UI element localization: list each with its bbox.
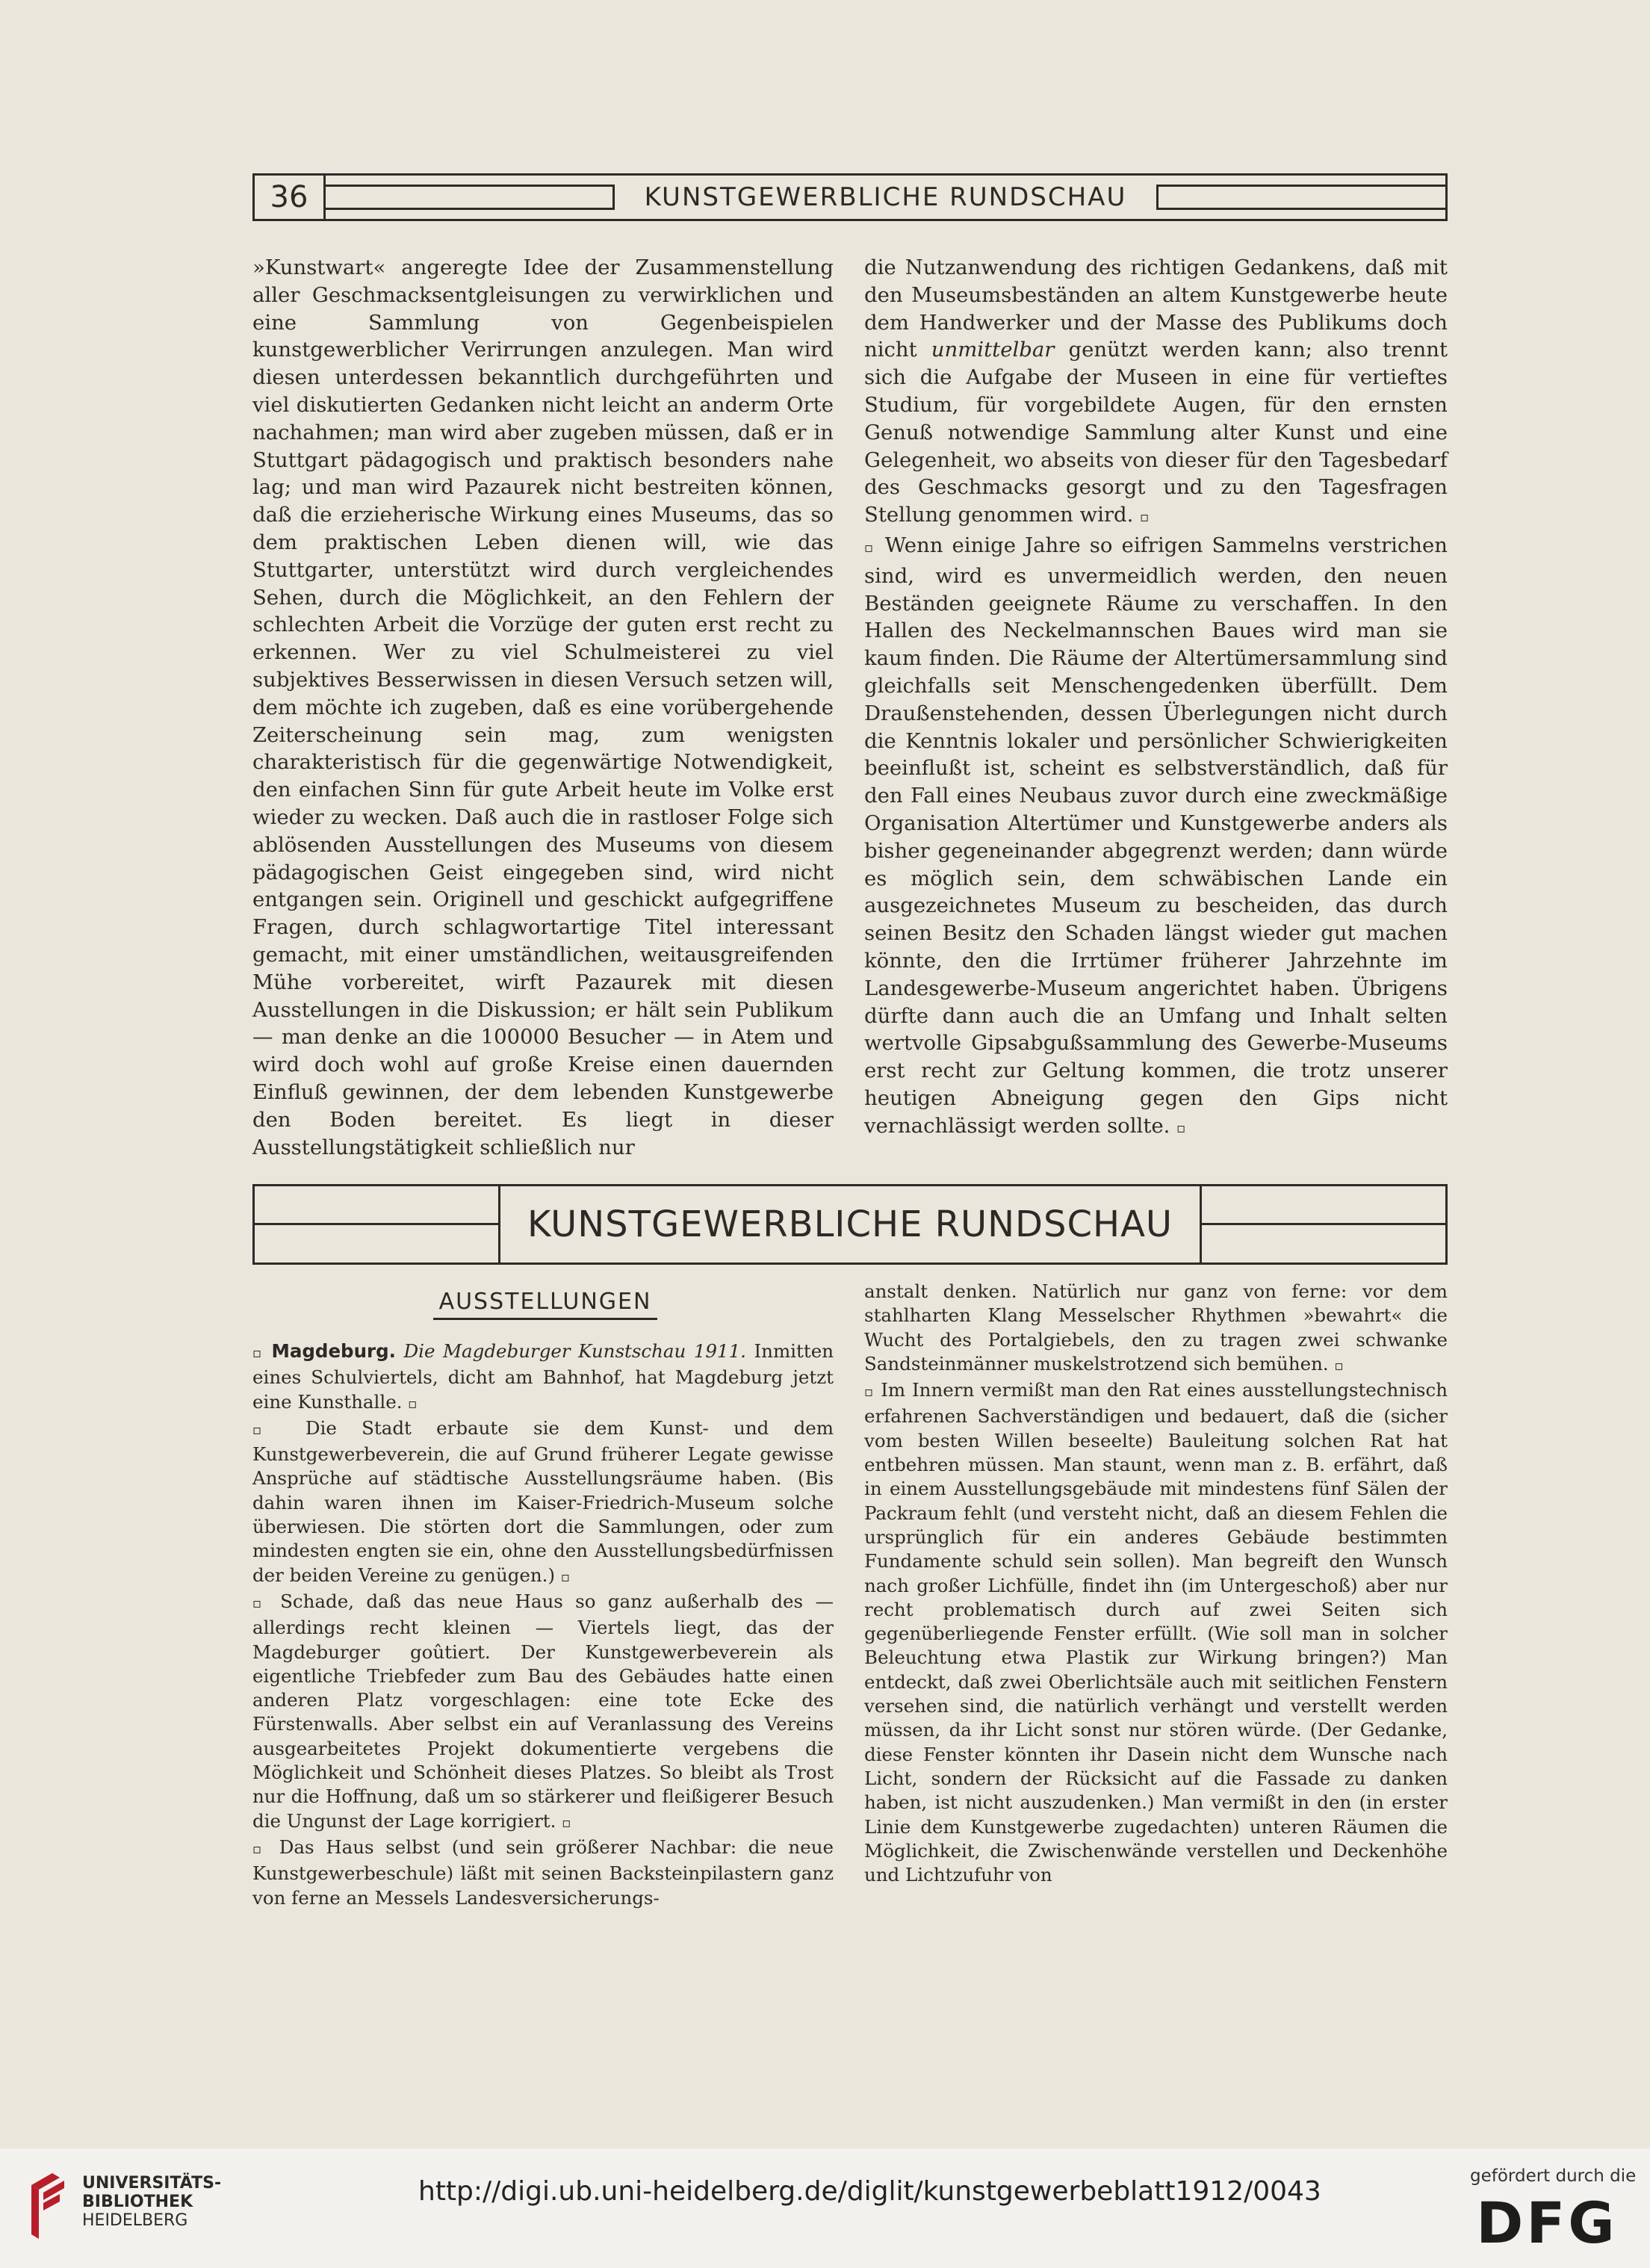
library-line: HEIDELBERG [82,2211,188,2230]
section-column-right [864,1280,1448,1887]
place-name: Magdeburg. [271,1340,396,1362]
emphasis: unmittelbar [931,338,1055,362]
subsection-heading: AUSSTELLUNGEN [433,1289,657,1320]
section-header-rule-right [1202,1184,1448,1265]
section-ornament: ▫ [252,1595,268,1611]
section-header [252,1184,1448,1265]
section-ornament: ▫ [864,539,876,556]
paragraph [864,532,1448,1143]
permalink-url[interactable]: http://digi.ub.uni-heidelberg.de/diglit/kunstgewerbeblatt1912/0043 [418,2176,1321,2207]
header-rule-right [1156,185,1445,210]
paragraph [252,1590,834,1835]
viewer-footer [0,2148,1650,2268]
library-line: UNIVERSITÄTS- [82,2174,222,2193]
section-ornament: ▫ [560,1569,571,1585]
library-line: BIBLIOTHEK [82,2193,193,2211]
paragraph: »Kunstwart« angeregte Idee der Zusammenstellung aller Geschmacksentgleisungen zu verwirklichen und eine Sammlung von Gegenbeispielen kunstgewerblicher Verirrungen anzulegen. Man wird diesen unterdessen bekanntlich durchgeführten und viel diskutierten Gedanken nicht leicht an anderm Orte nachahmen; man wird aber zugeben müssen, daß er in Stuttgart pädagogisch und praktisch besonders nahe lag; und man wird Pazaurek nicht bestreiten können, daß die erzieherische Wirkung eines Museums, das so dem praktischen Leben dienen will, wie das Stuttgarter, unterstützt wird durch vergleichendes Sehen, durch die Möglichkeit, an den Fehlern der schlechten Arbeit die Vorzüge der guten erst recht zu erkennen. Wer zu viel Schulmeisterei zu viel subjektives Besserwissen in diesen Versuch setzen will, dem möchte ich zugeben, daß es eine vorübergehende Zeiterscheinung sein mag, zum wenigsten charakteristisch für die gegenwärtige Notwendigkeit, den einfachen Sinn für gute Arbeit heute im Volke erst wieder zu wecken. Daß auch die in rastloser Folge sich ablösenden Ausstellungen des Museums von diesem pädagogischen Geist eingegeben sind, wird nicht entgangen sein. Originell und geschickt aufgegriffene Fragen, durch schlagwortartige Titel interessant gemacht, mit einer umständlichen, weitausgreifenden Mühe vorbereitet, wirft Pazaurek mit diesen Ausstellungen in die Diskussion; er hält sein Publikum — man denke an die 100000 Besucher — in Atem und wird doch wohl auf große Kreise einen dauernden Einfluß gewinnen, der dem lebenden Kunstgewerbe den Boden bereitet. Es liegt in dieser Ausstellungstätigkeit schließlich nur [252,255,834,1159]
section-column-left [252,1339,834,1910]
paragraph [864,1280,1448,1378]
header-rule-left [326,185,615,210]
section-ornament: ▫ [1334,1357,1344,1374]
text-run: anstalt denken. Natürlich nur ganz von ferne: vor dem stahlharten Klang Messelscher Rhythmen »bewahrt« die Wucht des Portalgiebels, den zu tragen zwei schwanke Sandsteinmänner muskelstrotzend sich bemühen. [864,1280,1448,1375]
text-run: Inmitten eines Schulviertels, dicht am Bahnhof, hat Magdeburg jetzt eine Kunsthalle. [252,1340,834,1413]
section-title: KUNSTGEWERBLICHE RUNDSCHAU [498,1184,1202,1265]
top-column-right [864,254,1448,1143]
section-ornament: ▫ [408,1395,418,1412]
paragraph [252,1339,834,1416]
paragraph [252,1416,834,1590]
text-run: die Nutzanwendung des richtigen Gedankens, daß mit den Museumsbeständen an altem Kunstgewerbe heute dem Handwerker und der Masse des Publikums doch nicht [864,255,1448,362]
section-ornament: ▫ [252,1422,281,1438]
text-run: Schade, daß das neue Haus so ganz außerhalb des — allerdings recht kleinen — Viertels liegt, das der Magdeburger goûtiert. Der Kunstgewerbeverein als eigentliche Triebfeder zum Bau des Gebäudes hatte einen anderen Platz vorgeschlagen: eine tote Ecke des Fürstenwalls. Aber selbst ein auf Veranlassung des Vereins ausgearbeitetes Projekt dokumentierte vergebens die Möglichkeit und Schönheit dieses Platzes. So bleibt als Trost nur die Hoffnung, daß um so stärkerer und fleißigerer Besuch die Ungunst der Lage korrigiert. [252,1590,834,1832]
section-ornament: ▫ [864,1384,875,1401]
emphasis: Die Magdeburger Kunstschau 1911. [403,1340,746,1362]
paragraph [864,254,1448,532]
paragraph [252,1835,834,1910]
text-run: Die Stadt erbaute sie dem Kunst- und dem Kunstgewerbeverein, die auf Grund früherer Legate gewisse Ansprüche auf städtische Ausstellungsräume haben. (Bis dahin waren ihnen im Kaiser-Friedrich-Museum solche überwiesen. Die störten dort die Sammlungen, oder zum mindesten engten sie ein, ohne den Ausstellungsbedürfnissen der beiden Vereine zu genügen.) [252,1416,834,1586]
section-ornament: ▫ [1176,1120,1186,1136]
page-number: 36 [255,176,326,219]
text-run: Das Haus selbst (und sein größerer Nachbar: die neue Kunstgewerbeschule) läßt mit seinen Backsteinpilastern ganz von ferne an Messels Landesversicherungs- [252,1835,834,1909]
section-ornament: ▫ [252,1345,264,1361]
text-run: Wenn einige Jahre so eifrigen Sammelns verstrichen sind, wird es unvermeidlich werden, den neuen Beständen geeignete Räume zu verschaffen. In den Hallen des Neckelmannschen Baues wird man sie kaum finden. Die Räume der Altertümersammlung sind gleichfalls seit Menschengedenken überfüllt. Dem Draußenstehenden, dessen Überlegungen nicht durch die Kenntnis lokaler und persönlicher Schwierigkeiten beeinflußt ist, scheint es selbstverständlich, daß für den Fall eines Neubaus zuvor durch eine zweckmäßige Organisation Altertümer und Kunstgewerbe anders als bisher gegeneinander abgegrenzt werden; dann würde es möglich sein, dem schwäbischen Lande ein ausgezeichnetes Museum zu bescheiden, das durch seinen Besitz den Schaden längst wieder gut machen könnte, den die Irrtümer früherer Jahrzehnte im Landesgewerbe-Museum angerichtet haben. Übrigens dürfte dann auch die an Umfang und Inhalt selten wertvolle Gipsabgußsammlung des Gewerbe-Museums erst recht zur Geltung kommen, die trotz unserer heutigen Abneigung gegen den Gips nicht vernachlässigt werden sollte. [864,533,1448,1138]
running-header [252,173,1448,221]
university-library-logo [22,2170,69,2245]
section-header-rule-left [252,1184,498,1265]
section-ornament: ▫ [252,1841,268,1857]
section-ornament: ▫ [1140,509,1150,526]
dfg-logo-text: DFG [1476,2196,1618,2249]
top-column-left [252,254,834,1161]
funding-label: gefördert durch die [1470,2166,1637,2186]
library-name [82,2174,221,2230]
text-run: genützt werden kann; also trennt sich die Aufgabe der Museen in eine für vertieftes Studium, für vorgebildete Augen, für den ernsten Genuß notwendige Sammlung alter Kunst und eine Gelegenheit, wo abseits von dieser für den Tagesbedarf des Geschmacks gesorgt und zu den Tagesfragen Stellung genommen wird. [864,338,1448,527]
paragraph [864,1378,1448,1887]
running-title: KUNSTGEWERBLICHE RUNDSCHAU [644,182,1127,212]
section-ornament: ▫ [562,1815,571,1831]
dfg-logo [1468,2196,1626,2249]
text-run: Im Innern vermißt man den Rat eines ausstellungstechnisch erfahrenen Sachverständigen und bedauert, daß die (sicher vom besten Willen beseelte) Bauleitung solchen Rat hat entbehren müssen. Man staunt, wenn man z. B. erfährt, daß in einem Ausstellungsgebäude mit mindestens fünf Sälen der Packraum fehlt (und versteht nicht, daß an diesem Fehlen die ursprünglich für ein anderes Gebäude bestimmten Fundamente schuld sein sollen). Man begreift den Wunsch nach großer Lichfülle, findet ihn (im Untergeschoß) aber nur recht problematisch durch auf zwei Seiten sich gegenüberliegende Fenster erfüllt. (Wie soll man in solcher Beleuchtung etwa Plastik zur Wirkung bringen?) Man entdeckt, daß zwei Oberlichtsäle auch mit seitlichen Fenstern versehen sind, die natürlich verhängt und verstellt werden müssen, da ihr Licht sonst nur stören würde. (Der Gedanke, diese Fenster könnten ihr Dasein nicht dem Wunsche nach Licht, sondern der Rücksicht auf die Fassade zu danken haben, ist nicht auszudenken.) Man vermißt in den (in erster Linie dem Kunstgewerbe zugedachten) unteren Räumen die Möglichkeit, die Zwischenwände verstellen und Deckenhöhe und Lichtzufuhr von [864,1379,1448,1886]
